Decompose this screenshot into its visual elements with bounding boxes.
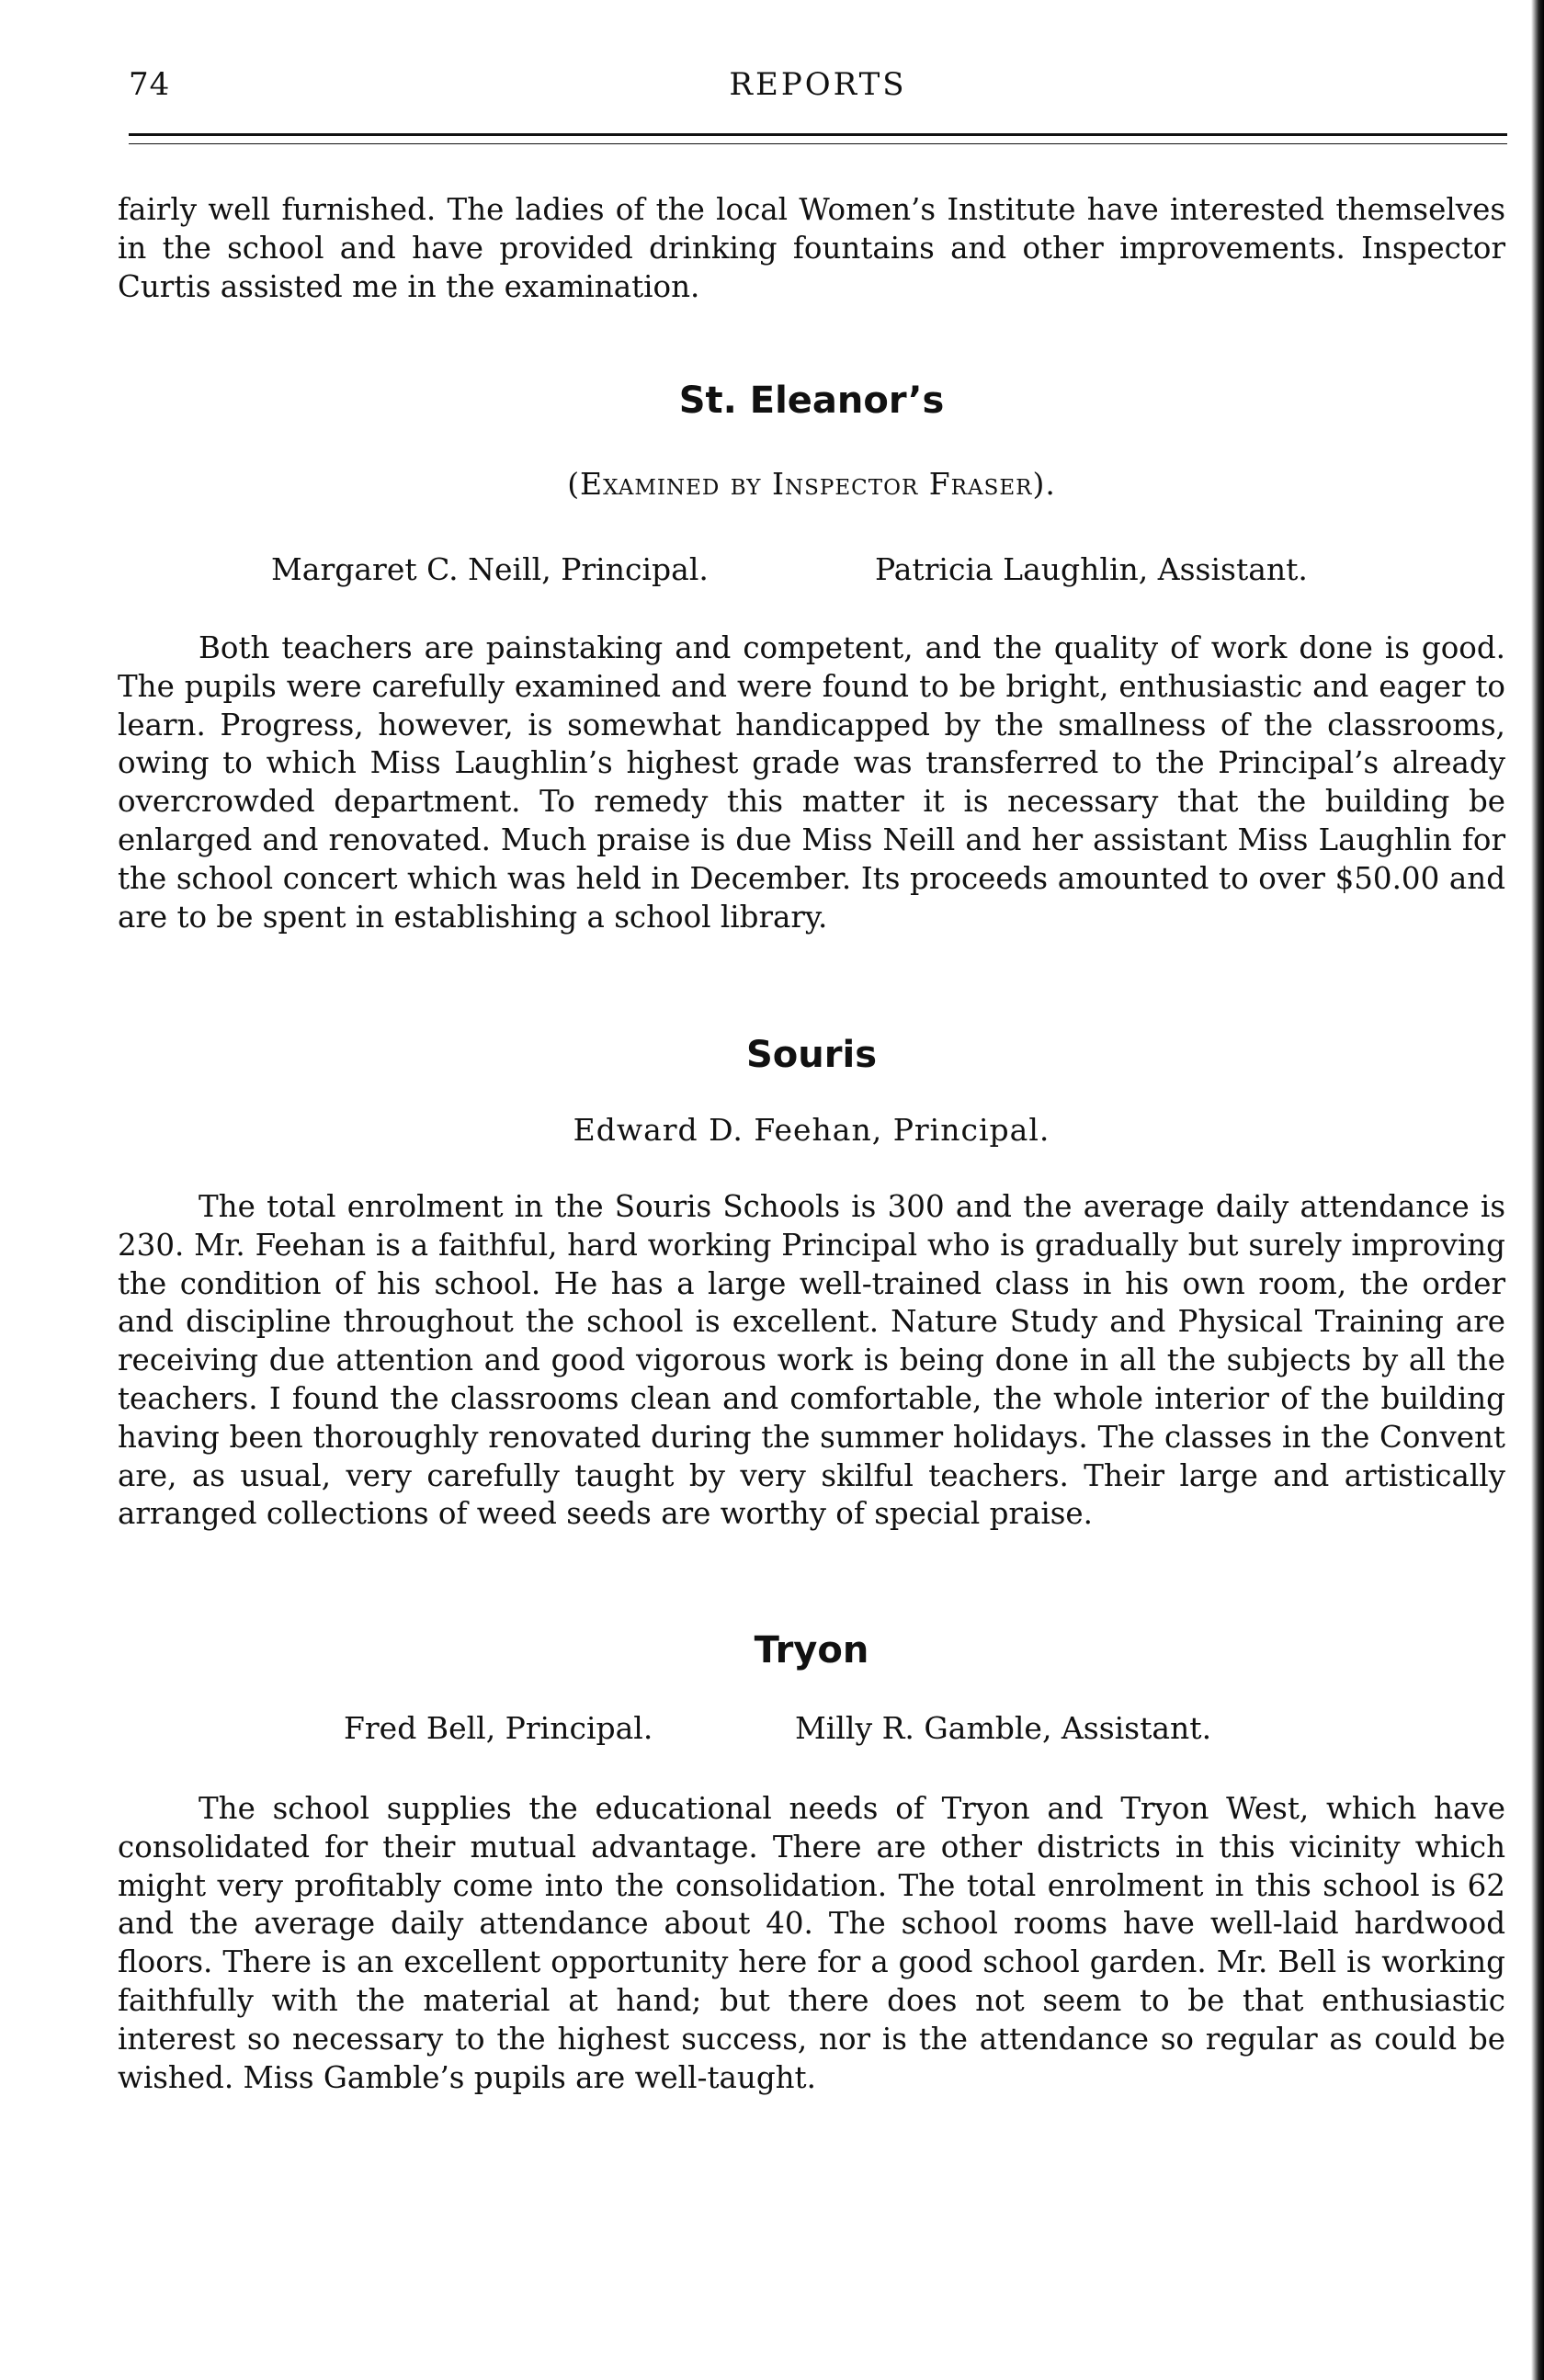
assistant-name: Milly R. Gamble, Assistant. bbox=[795, 1710, 1212, 1746]
principal-name: Fred Bell, Principal. bbox=[344, 1710, 653, 1746]
running-head: REPORTS bbox=[729, 66, 907, 103]
intro-block bbox=[118, 191, 1505, 306]
section-paragraph: The school supplies the educational needs of Tryon and Tryon West, which have consolidated for their mutual advantage. There are other districts in this vicinity which might very profitably come into the consolidation. The total enrolment in this school is 62 and the average daily attendance about 40. The school rooms have well-laid hardwood floors. There is an excellent opportunity here for a good school garden. Mr. Bell is working faithfully with the material at hand; but there does not seem to be that enthusiastic interest so necessary to the highest success, nor is the attendance so regular as could be wished. Miss Gamble’s pupils are well-taught. bbox=[118, 1791, 1505, 2095]
intro-paragraph: fairly well furnished. The ladies of the local Women’s Institute have interested themselves in the school and have provided drinking fountains and other improvements. Inspector Curtis assisted me in the examination. bbox=[118, 192, 1505, 304]
staff-row bbox=[118, 551, 1505, 592]
section-tryon bbox=[118, 1622, 1505, 2173]
principal-name: Margaret C. Neill, Principal. bbox=[271, 551, 709, 587]
binding-shadow bbox=[1531, 0, 1544, 2380]
principal-name: Edward D. Feehan, Principal. bbox=[573, 1112, 1050, 1148]
staff-row bbox=[118, 1710, 1505, 1751]
page-header bbox=[129, 66, 1507, 121]
header-rule-thin bbox=[129, 143, 1507, 144]
section-title: Tryon bbox=[754, 1629, 869, 1672]
assistant-name: Patricia Laughlin, Assistant. bbox=[875, 551, 1308, 587]
section-title: Souris bbox=[745, 1034, 877, 1076]
header-rule-thick bbox=[129, 133, 1507, 136]
page-number: 74 bbox=[129, 66, 171, 103]
section-byline: (Examined by Inspector Fraser). bbox=[567, 466, 1056, 502]
section-title: St. Eleanor’s bbox=[678, 380, 945, 422]
section-souris bbox=[118, 1020, 1505, 1608]
section-paragraph: Both teachers are painstaking and competent, and the quality of work done is good. The pupils were carefully examined and were found to be bright, enthusiastic and eager to learn. Progress, however, is somewhat handicapped by the smallness of the classrooms, owing to which Miss Laughlin’s highest grade was transferred to the Principal’s already overcrowded department. To remedy this matter it is necessary that the building be enlarged and renovated. Much praise is due Miss Neill and her assistant Miss Laughlin for the school concert which was held in December. Its proceeds amounted to over $50.00 and are to be spent in establishing a school library. bbox=[118, 630, 1505, 935]
section-st-eleanors bbox=[118, 363, 1505, 1006]
section-paragraph: The total enrolment in the Souris Schools is 300 and the average daily attendance is 230. Mr. Feehan is a faithful, hard working Principal who is gradually but surely improving the condition of his school. He has a large well-trained class in his own room, the order and discipline throughout the school is excellent. Nature Study and Physical Training are receiving due attention and good vigorous work is being done in all the subjects by all the teachers. I found the classrooms clean and comfortable, the whole interior of the building having been thoroughly renovated during the summer holidays. The classes in the Convent are, as usual, very carefully taught by very skilful teachers. Their large and artistically arranged collections of weed seeds are worthy of special praise. bbox=[118, 1189, 1505, 1532]
